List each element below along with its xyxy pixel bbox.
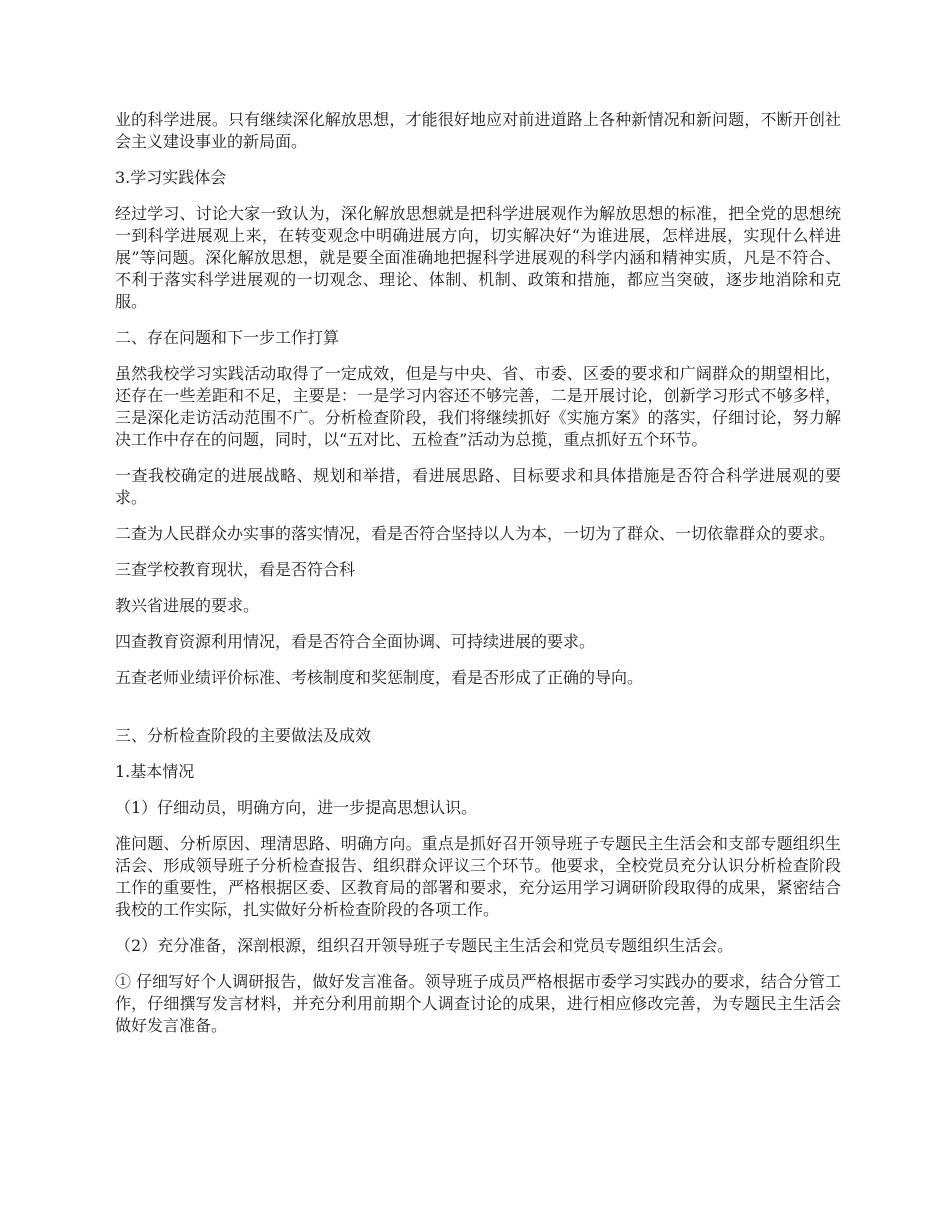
item-preparation: （2）充分准备，深剖根源，组织召开领导班子专题民主生活会和党员专题组织生活会。 xyxy=(115,936,734,955)
subheading-basic-situation: 1.基本情况 xyxy=(115,762,195,781)
paragraph-problems: 虽然我校学习实践活动取得了一定成效，但是与中央、省、市委、区委的要求和广阔群众的期望相比，还存在一些差距和不足，主要是：一是学习内容还不够完善，二是开展讨论，创新学习形式不够多样，三是深化走访活动范围不广。分析检查阶段，我们将继续抓好《实施方案》的落实，仔细讨论，努力解决工作中存在的问题，同时，以“五对比、五检查”活动为总揽，重点抓好五个环节。 xyxy=(115,364,841,449)
paragraph-study-experience: 经过学习、讨论大家一致认为，深化解放思想就是把科学进展观作为解放思想的标准，把全党的思想统一到科学进展观上来，在转变观念中明确进展方向，切实解决好“为谁进展，怎样进展，实现什么样进展”等问题。深化解放思想，就是要全面准确地把握科学进展观的科学内涵和精神实质，凡是不符合、不利于落实科学进展观的一切观念、理论、体制、机制、政策和措施，都应当突破，逐步地消除和克服。 xyxy=(115,204,841,311)
section-heading-analysis: 三、分析检查阶段的主要做法及成效 xyxy=(115,726,372,745)
document-body xyxy=(115,109,841,1051)
section-heading-problems: 二、存在问题和下一步工作打算 xyxy=(115,328,340,347)
paragraph-check-four: 四查教育资源利用情况，看是否符合全面协调、可持续进展的要求。 xyxy=(115,632,596,651)
paragraph-check-five: 五查老师业绩评价标准、考核制度和奖惩制度，看是否形成了正确的导向。 xyxy=(115,668,644,687)
paragraph-mobilization: 准问题、分析原因、理清思路、明确方向。重点是抓好召开领导班子专题民主生活会和支部专题组织生活会、形成领导班子分析检查报告、组织群众评议三个环节。他要求，全校党员充分认识分析检查阶段工作的重要性，严格根据区委、区教育局的部署和要求，充分运用学习调研阶段取得的成果，紧密结合我校的工作实际，扎实做好分析检查阶段的各项工作。 xyxy=(115,834,841,919)
paragraph-research-report: ① 仔细写好个人调研报告，做好发言准备。领导班子成员严格根据市委学习实践办的要求，结合分管工作，仔细撰写发言材料，并充分利用前期个人调查讨论的成果，进行相应修改完善，为专题民主生活会做好发言准备。 xyxy=(115,972,841,1035)
section-heading-study-experience: 3.学习实践体会 xyxy=(115,168,227,187)
item-mobilization: （1）仔细动员，明确方向，进一步提高思想认识。 xyxy=(115,798,478,817)
paragraph-check-two: 二查为人民群众办实事的落实情况，看是否符合坚持以人为本，一切为了群众、一切依靠群众的要求。 xyxy=(115,524,836,543)
paragraph-check-one: 一查我校确定的进展战略、规划和举措，看进展思路、目标要求和具体措施是否符合科学进展观的要求。 xyxy=(115,466,841,507)
paragraph-intro-continuation: 业的科学进展。只有继续深化解放思想，才能很好地应对前进道路上各种新情况和新问题，不断开创社会主义建设事业的新局面。 xyxy=(115,110,841,151)
paragraph-check-three: 三查学校教育现状，看是否符合科 xyxy=(115,560,356,579)
paragraph-check-three-cont: 教兴省进展的要求。 xyxy=(115,596,260,615)
